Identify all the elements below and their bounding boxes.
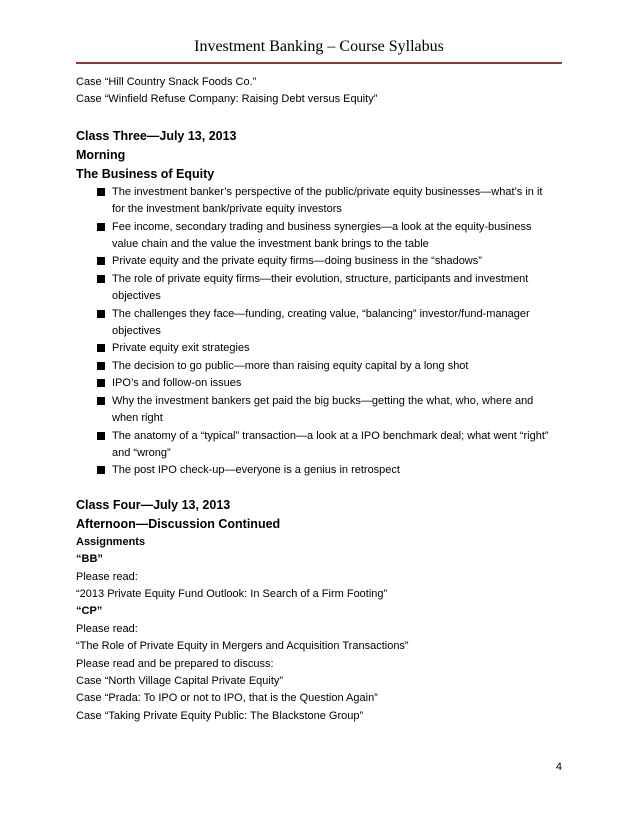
page-header: Investment Banking – Course Syllabus — [194, 38, 444, 55]
bullet-item — [76, 306, 562, 341]
intro-case: Case “Hill Country Snack Foods Co.” — [76, 76, 257, 88]
bullet-text: Private equity exit strategies — [112, 342, 250, 355]
bullet-item — [76, 340, 562, 357]
bullet-text: The challenges they face—funding, creating value, “balancing” investor/fund-manager objectives — [112, 307, 530, 338]
square-bullet-icon — [97, 397, 105, 405]
bullet-item — [76, 462, 562, 479]
bullet-item — [76, 219, 562, 254]
class-three-topic: The Business of Equity — [76, 166, 215, 181]
square-bullet-icon — [97, 223, 105, 231]
square-bullet-icon — [97, 466, 105, 474]
cp-label: “CP” — [76, 605, 103, 618]
bullet-text: The anatomy of a “typical” transaction—a look at a IPO benchmark deal; what went “right” and “wrong” — [112, 429, 549, 459]
header-rule — [76, 62, 562, 64]
bullet-item — [76, 358, 562, 375]
please-read-text: Please read: — [76, 570, 138, 583]
class-three-bullet-list — [76, 184, 562, 480]
bullet-text: The investment banker’s perspective of the public/private equity businesses—what’s in it for the investment bank/private equity investors — [112, 185, 543, 216]
bullet-text: IPO’s and follow-on issues — [112, 377, 242, 390]
class-three-session: Morning — [76, 147, 126, 162]
square-bullet-icon — [97, 344, 105, 352]
square-bullet-icon — [97, 275, 105, 283]
discuss-instruction: Please read and be prepared to discuss: — [76, 657, 274, 670]
page-body — [76, 74, 562, 725]
bullet-text: Fee income, secondary trading and business synergies—a look at the equity-business value chain and the value the investment bank brings to the table — [112, 220, 532, 251]
page-number: 4 — [555, 761, 562, 773]
bullet-text: Why the investment bankers get paid the big bucks—getting the what, who, where and when right — [112, 394, 534, 425]
bullet-text: Private equity and the private equity firms—doing business in the “shadows” — [112, 255, 482, 268]
class-four-title: Class Four—July 13, 2013 — [76, 497, 231, 512]
square-bullet-icon — [97, 379, 105, 387]
reading-title: “The Role of Private Equity in Mergers and Acquisition Transactions” — [76, 640, 409, 653]
square-bullet-icon — [97, 188, 105, 196]
square-bullet-icon — [97, 310, 105, 318]
bullet-item — [76, 393, 562, 428]
case-item: Case “Prada: To IPO or not to IPO, that is the Question Again” — [76, 692, 378, 705]
case-item: Case “North Village Capital Private Equity” — [76, 674, 284, 687]
reading-title: “2013 Private Equity Fund Outlook: In Search of a Firm Footing” — [76, 587, 388, 600]
bullet-text: The post IPO check-up—everyone is a genius in retrospect — [112, 464, 400, 477]
bullet-item — [76, 184, 562, 219]
intro-case: Case “Winfield Refuse Company: Raising Debt versus Equity” — [76, 93, 378, 106]
bullet-item — [76, 271, 562, 306]
bb-label: “BB” — [76, 553, 103, 566]
please-read-text: Please read: — [76, 622, 138, 635]
bullet-item — [76, 428, 562, 463]
square-bullet-icon — [97, 257, 105, 265]
class-four-session: Afternoon—Discussion Continued — [76, 516, 281, 531]
square-bullet-icon — [97, 362, 105, 370]
bullet-text: The decision to go public—more than raising equity capital by a long shot — [112, 359, 469, 372]
bullet-item — [76, 253, 562, 270]
bullet-text: The role of private equity firms—their evolution, structure, participants and investment objectives — [112, 272, 529, 303]
bullet-item — [76, 375, 562, 392]
class-three-title: Class Three—July 13, 2013 — [76, 128, 237, 143]
square-bullet-icon — [97, 432, 105, 440]
assignments-heading: Assignments — [76, 535, 146, 548]
case-item: Case “Taking Private Equity Public: The Blackstone Group” — [76, 709, 364, 722]
